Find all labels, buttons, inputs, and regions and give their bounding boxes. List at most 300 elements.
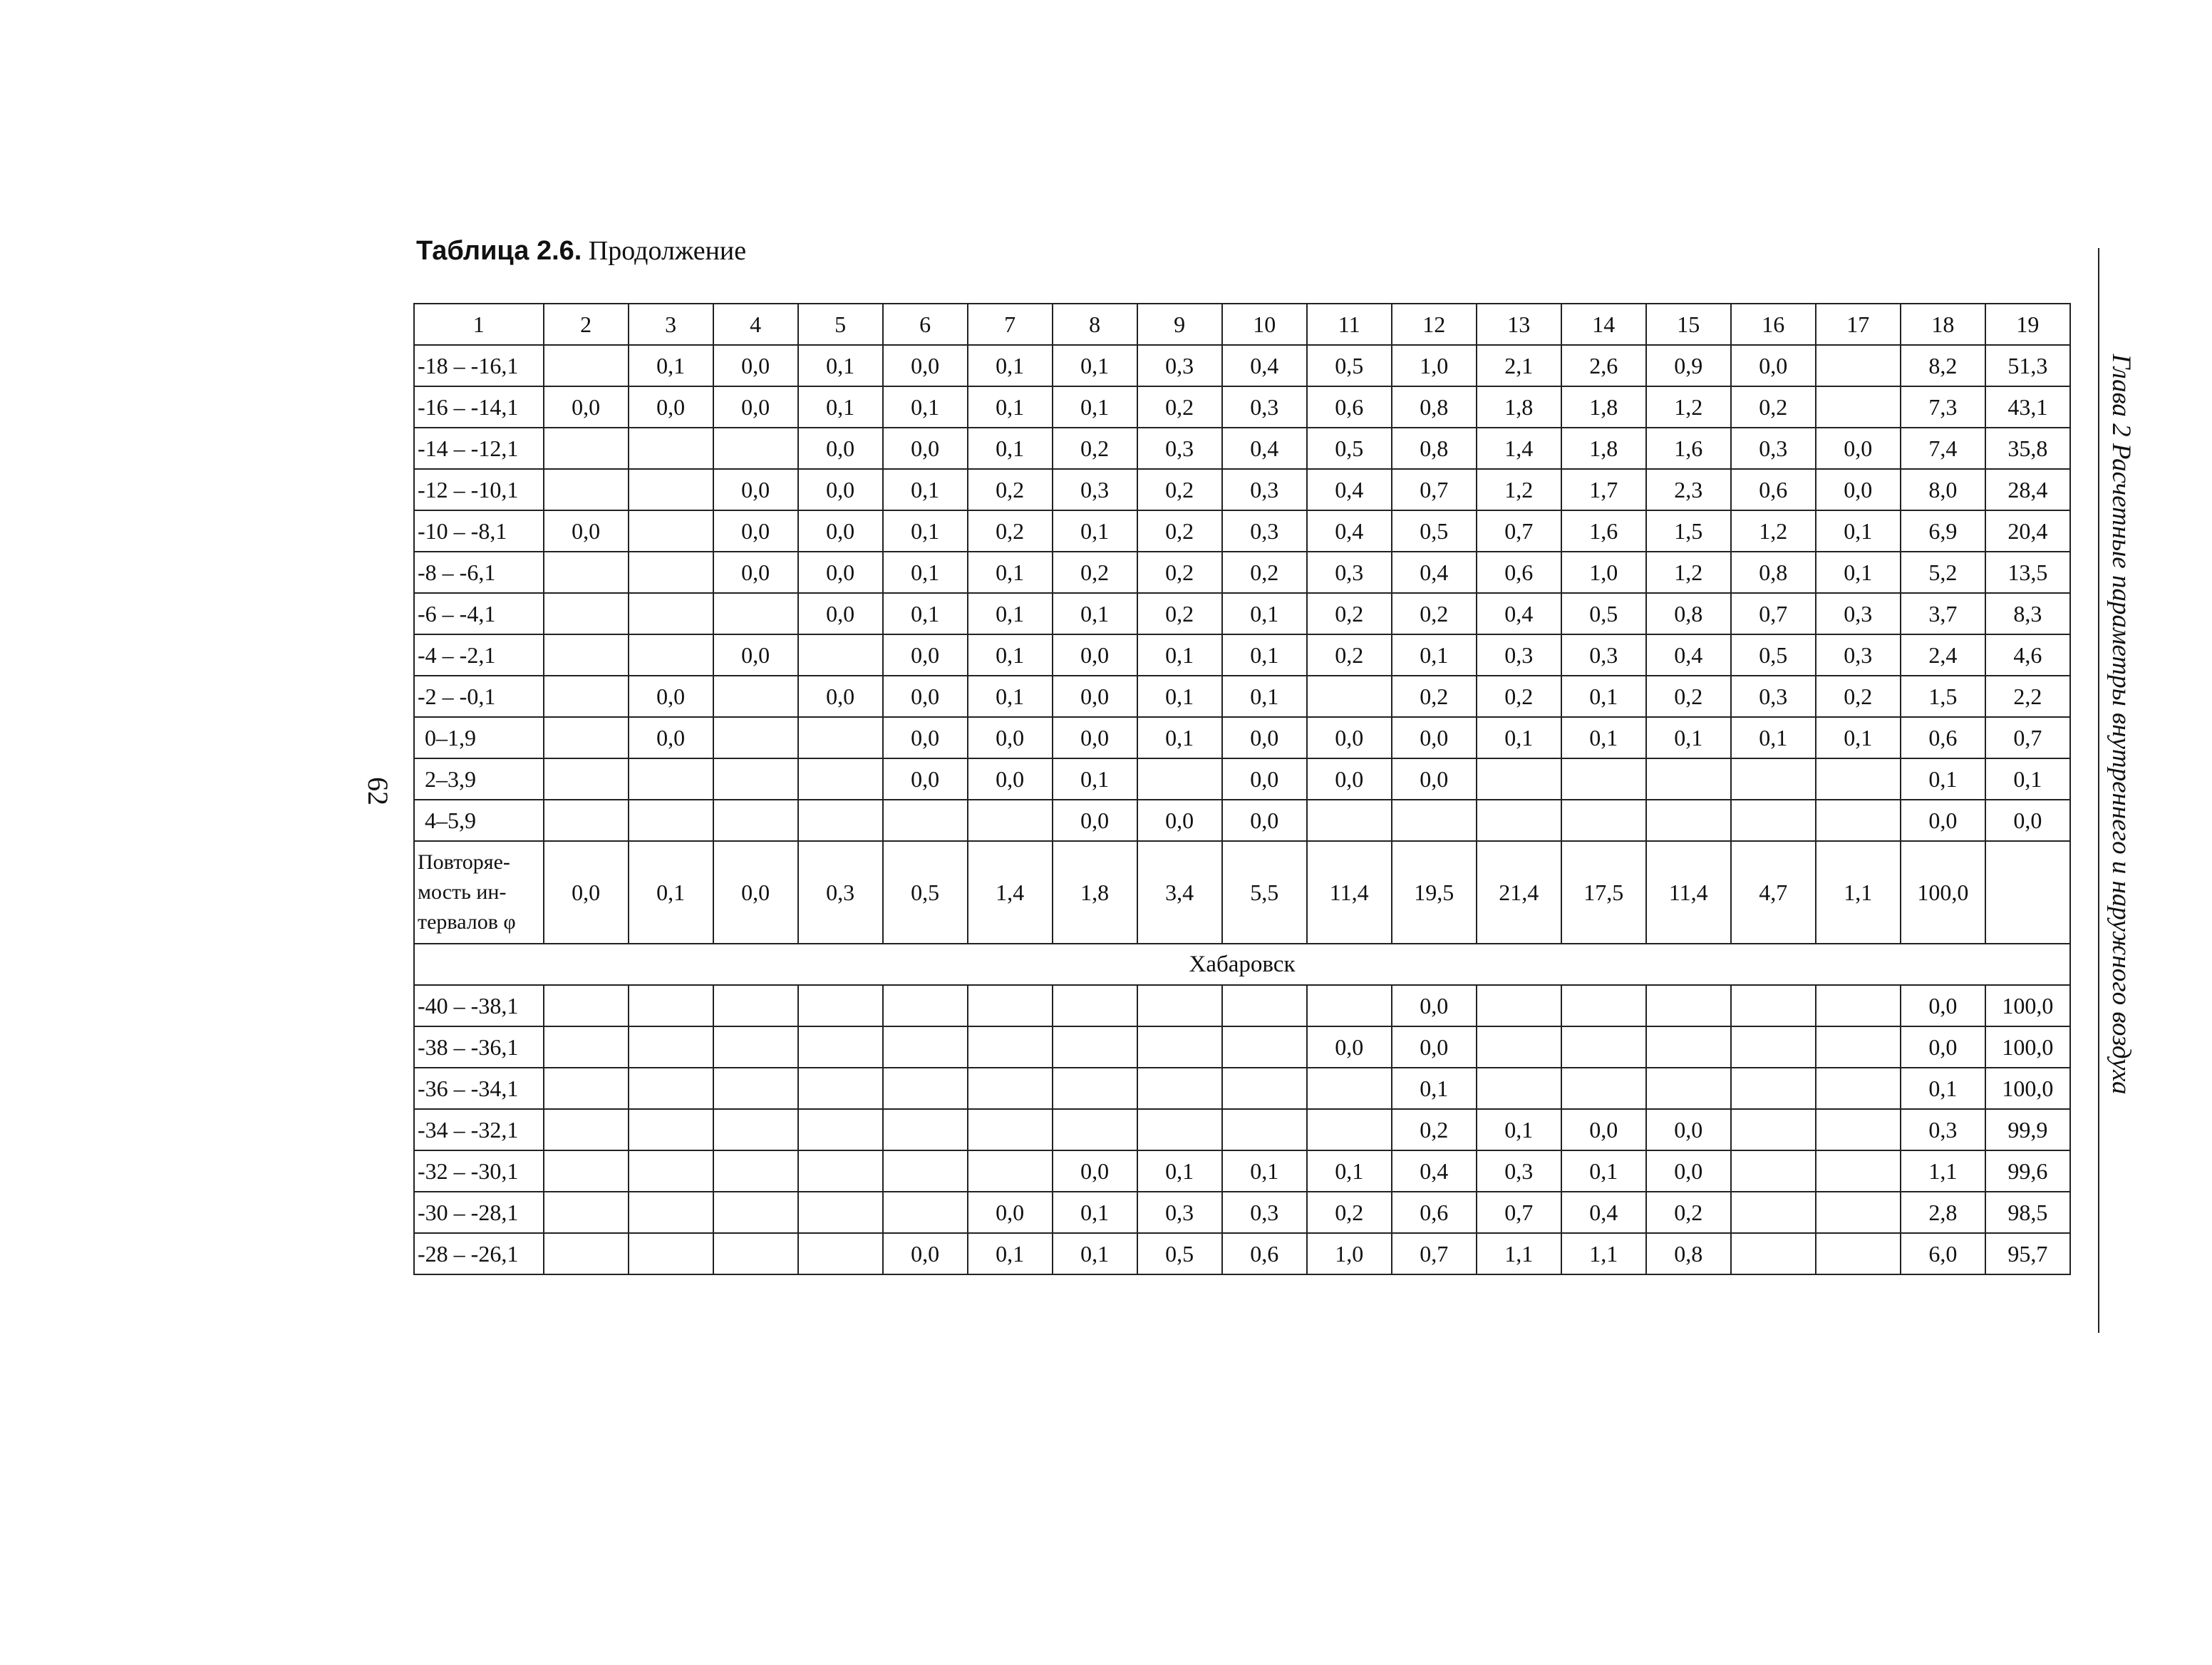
value-cell bbox=[1731, 1233, 1816, 1274]
value-cell: 0,0 bbox=[1816, 428, 1901, 469]
value-cell: 0,2 bbox=[1646, 676, 1731, 717]
value-cell bbox=[1561, 800, 1646, 841]
value-cell: 2,6 bbox=[1561, 345, 1646, 386]
value-cell bbox=[798, 1026, 883, 1068]
value-cell bbox=[883, 1026, 968, 1068]
value-cell: 0,0 bbox=[968, 758, 1053, 800]
value-cell: 0,1 bbox=[968, 593, 1053, 634]
value-cell: 0,3 bbox=[1561, 634, 1646, 676]
value-cell: 100,0 bbox=[1985, 1068, 2070, 1109]
value-cell: 0,2 bbox=[1137, 386, 1222, 428]
value-cell: 0,5 bbox=[1392, 510, 1477, 552]
value-cell bbox=[1816, 1150, 1901, 1192]
value-cell bbox=[798, 1192, 883, 1233]
table-row bbox=[414, 758, 2070, 800]
value-cell bbox=[629, 1068, 713, 1109]
value-cell bbox=[1053, 1068, 1137, 1109]
value-cell: 0,3 bbox=[1137, 1192, 1222, 1233]
value-cell: 0,0 bbox=[713, 634, 798, 676]
value-cell: 0,0 bbox=[883, 1233, 968, 1274]
value-cell bbox=[883, 985, 968, 1026]
value-cell: 8,0 bbox=[1901, 469, 1985, 510]
value-cell: 0,1 bbox=[1816, 552, 1901, 593]
column-header: 10 bbox=[1222, 304, 1307, 345]
value-cell: 0,1 bbox=[968, 428, 1053, 469]
value-cell: 0,1 bbox=[1985, 758, 2070, 800]
column-header: 9 bbox=[1137, 304, 1222, 345]
value-cell: 1,8 bbox=[1561, 386, 1646, 428]
value-cell: 6,0 bbox=[1901, 1233, 1985, 1274]
value-cell: 0,1 bbox=[1222, 1150, 1307, 1192]
value-cell bbox=[1222, 1026, 1307, 1068]
value-cell bbox=[544, 428, 629, 469]
column-header: 18 bbox=[1901, 304, 1985, 345]
value-cell bbox=[544, 469, 629, 510]
value-cell bbox=[1731, 758, 1816, 800]
value-cell bbox=[544, 1109, 629, 1150]
value-cell: 0,2 bbox=[1731, 386, 1816, 428]
value-cell bbox=[1816, 1068, 1901, 1109]
value-cell bbox=[1137, 985, 1222, 1026]
value-cell: 0,0 bbox=[1053, 800, 1137, 841]
value-cell: 5,2 bbox=[1901, 552, 1985, 593]
column-header: 13 bbox=[1477, 304, 1561, 345]
value-cell: 2,8 bbox=[1901, 1192, 1985, 1233]
value-cell: 0,1 bbox=[798, 345, 883, 386]
value-cell: 0,0 bbox=[1222, 717, 1307, 758]
value-cell bbox=[1816, 1192, 1901, 1233]
value-cell: 20,4 bbox=[1985, 510, 2070, 552]
value-cell: 0,0 bbox=[968, 717, 1053, 758]
frequency-cell: 1,4 bbox=[968, 841, 1053, 944]
frequency-cell: 0,5 bbox=[883, 841, 968, 944]
frequency-cell: 11,4 bbox=[1307, 841, 1392, 944]
value-cell: 0,4 bbox=[1646, 634, 1731, 676]
value-cell bbox=[713, 428, 798, 469]
value-cell bbox=[544, 800, 629, 841]
value-cell: 0,0 bbox=[1901, 800, 1985, 841]
value-cell bbox=[544, 634, 629, 676]
value-cell: 0,2 bbox=[1137, 593, 1222, 634]
value-cell: 0,3 bbox=[1137, 428, 1222, 469]
data-table bbox=[413, 303, 2071, 1275]
frequency-cell: 1,1 bbox=[1816, 841, 1901, 944]
value-cell bbox=[629, 469, 713, 510]
value-cell: 28,4 bbox=[1985, 469, 2070, 510]
value-cell bbox=[798, 717, 883, 758]
value-cell: 98,5 bbox=[1985, 1192, 2070, 1233]
table-body bbox=[414, 304, 2070, 1274]
value-cell: 0,1 bbox=[1561, 717, 1646, 758]
value-cell: 95,7 bbox=[1985, 1233, 2070, 1274]
value-cell: 0,6 bbox=[1307, 386, 1392, 428]
value-cell bbox=[544, 593, 629, 634]
value-cell: 0,3 bbox=[1731, 428, 1816, 469]
value-cell: 0,1 bbox=[1901, 758, 1985, 800]
value-cell: 0,1 bbox=[968, 676, 1053, 717]
value-cell: 0,0 bbox=[713, 552, 798, 593]
value-cell bbox=[1053, 1109, 1137, 1150]
value-cell bbox=[798, 1150, 883, 1192]
value-cell bbox=[1561, 1026, 1646, 1068]
value-cell: 0,2 bbox=[1646, 1192, 1731, 1233]
value-cell bbox=[1646, 1026, 1731, 1068]
value-cell bbox=[1646, 800, 1731, 841]
value-cell: 100,0 bbox=[1985, 985, 2070, 1026]
table-row bbox=[414, 985, 2070, 1026]
value-cell: 0,0 bbox=[629, 676, 713, 717]
value-cell: 0,2 bbox=[1477, 676, 1561, 717]
interval-cell: 4–5,9 bbox=[414, 800, 544, 841]
value-cell bbox=[1137, 1068, 1222, 1109]
value-cell: 1,1 bbox=[1901, 1150, 1985, 1192]
value-cell: 0,7 bbox=[1477, 1192, 1561, 1233]
value-cell: 1,5 bbox=[1646, 510, 1731, 552]
value-cell bbox=[883, 1068, 968, 1109]
table-row bbox=[414, 1150, 2070, 1192]
column-header: 7 bbox=[968, 304, 1053, 345]
city-name: Хабаровск bbox=[414, 944, 2070, 985]
value-cell bbox=[713, 717, 798, 758]
value-cell bbox=[629, 1026, 713, 1068]
value-cell bbox=[1731, 1192, 1816, 1233]
column-header: 11 bbox=[1307, 304, 1392, 345]
value-cell: 0,8 bbox=[1646, 1233, 1731, 1274]
value-cell: 7,4 bbox=[1901, 428, 1985, 469]
value-cell bbox=[544, 676, 629, 717]
value-cell: 0,0 bbox=[1985, 800, 2070, 841]
value-cell bbox=[713, 593, 798, 634]
table-header-row bbox=[414, 304, 2070, 345]
value-cell bbox=[629, 552, 713, 593]
table-row bbox=[414, 676, 2070, 717]
value-cell bbox=[629, 593, 713, 634]
value-cell: 0,1 bbox=[1477, 1109, 1561, 1150]
table-row bbox=[414, 717, 2070, 758]
value-cell bbox=[544, 758, 629, 800]
table-row bbox=[414, 469, 2070, 510]
value-cell bbox=[1307, 985, 1392, 1026]
value-cell: 0,0 bbox=[1646, 1150, 1731, 1192]
value-cell: 0,0 bbox=[798, 428, 883, 469]
value-cell: 0,1 bbox=[1053, 593, 1137, 634]
table-caption-number: Таблица 2.6. bbox=[416, 236, 582, 266]
value-cell: 0,0 bbox=[713, 510, 798, 552]
frequency-cell: 3,4 bbox=[1137, 841, 1222, 944]
column-header: 12 bbox=[1392, 304, 1477, 345]
value-cell: 0,7 bbox=[1985, 717, 2070, 758]
table-row bbox=[414, 345, 2070, 386]
value-cell: 0,1 bbox=[1816, 717, 1901, 758]
value-cell bbox=[1816, 345, 1901, 386]
value-cell: 0,1 bbox=[1053, 386, 1137, 428]
value-cell: 0,0 bbox=[1731, 345, 1816, 386]
value-cell: 0,2 bbox=[1816, 676, 1901, 717]
value-cell: 0,0 bbox=[1307, 717, 1392, 758]
value-cell bbox=[544, 1233, 629, 1274]
table-caption-text: Продолжение bbox=[582, 236, 747, 266]
value-cell: 0,3 bbox=[1222, 510, 1307, 552]
value-cell: 0,0 bbox=[1901, 1026, 1985, 1068]
value-cell: 0,1 bbox=[1222, 634, 1307, 676]
table-row bbox=[414, 386, 2070, 428]
frequency-cell: 4,7 bbox=[1731, 841, 1816, 944]
value-cell: 0,5 bbox=[1137, 1233, 1222, 1274]
value-cell: 0,0 bbox=[1392, 758, 1477, 800]
value-cell: 0,3 bbox=[1137, 345, 1222, 386]
value-cell bbox=[968, 1109, 1053, 1150]
value-cell bbox=[1477, 800, 1561, 841]
value-cell: 7,3 bbox=[1901, 386, 1985, 428]
value-cell: 0,8 bbox=[1392, 386, 1477, 428]
value-cell: 0,2 bbox=[1392, 593, 1477, 634]
table-row bbox=[414, 1026, 2070, 1068]
value-cell: 0,0 bbox=[713, 469, 798, 510]
value-cell: 1,4 bbox=[1477, 428, 1561, 469]
value-cell bbox=[544, 1192, 629, 1233]
value-cell: 0,0 bbox=[1053, 717, 1137, 758]
value-cell bbox=[629, 985, 713, 1026]
value-cell: 0,0 bbox=[798, 593, 883, 634]
value-cell: 2,1 bbox=[1477, 345, 1561, 386]
value-cell: 0,0 bbox=[1053, 634, 1137, 676]
value-cell: 0,2 bbox=[1137, 552, 1222, 593]
value-cell: 0,9 bbox=[1646, 345, 1731, 386]
value-cell: 0,1 bbox=[1053, 510, 1137, 552]
value-cell: 0,4 bbox=[1392, 1150, 1477, 1192]
table-row bbox=[414, 428, 2070, 469]
value-cell bbox=[798, 634, 883, 676]
value-cell: 0,1 bbox=[968, 345, 1053, 386]
value-cell bbox=[1307, 676, 1392, 717]
table-row bbox=[414, 1068, 2070, 1109]
value-cell bbox=[968, 1026, 1053, 1068]
value-cell: 0,1 bbox=[1646, 717, 1731, 758]
value-cell: 0,2 bbox=[1137, 469, 1222, 510]
value-cell: 0,0 bbox=[883, 428, 968, 469]
value-cell bbox=[883, 800, 968, 841]
value-cell: 1,7 bbox=[1561, 469, 1646, 510]
table-row bbox=[414, 800, 2070, 841]
value-cell bbox=[1307, 800, 1392, 841]
value-cell: 0,5 bbox=[1307, 345, 1392, 386]
value-cell bbox=[629, 1150, 713, 1192]
value-cell: 0,0 bbox=[1307, 1026, 1392, 1068]
value-cell: 0,1 bbox=[968, 386, 1053, 428]
value-cell bbox=[1646, 985, 1731, 1026]
interval-cell: -2 – -0,1 bbox=[414, 676, 544, 717]
value-cell bbox=[1816, 386, 1901, 428]
value-cell bbox=[1816, 1109, 1901, 1150]
value-cell: 0,1 bbox=[629, 345, 713, 386]
running-head: Глава 2 Расчетные параметры внутреннего и наружного воздуха bbox=[2107, 354, 2136, 1095]
value-cell: 0,3 bbox=[1222, 386, 1307, 428]
interval-cell: -12 – -10,1 bbox=[414, 469, 544, 510]
value-cell: 0,0 bbox=[883, 345, 968, 386]
value-cell: 0,0 bbox=[1053, 1150, 1137, 1192]
value-cell bbox=[1731, 1109, 1816, 1150]
value-cell: 0,0 bbox=[1222, 758, 1307, 800]
value-cell: 1,6 bbox=[1561, 510, 1646, 552]
value-cell: 1,2 bbox=[1477, 469, 1561, 510]
value-cell: 0,0 bbox=[629, 717, 713, 758]
column-header: 1 bbox=[414, 304, 544, 345]
interval-cell: -8 – -6,1 bbox=[414, 552, 544, 593]
value-cell: 0,0 bbox=[1392, 1026, 1477, 1068]
value-cell: 0,6 bbox=[1392, 1192, 1477, 1233]
value-cell: 0,1 bbox=[883, 386, 968, 428]
interval-cell: -36 – -34,1 bbox=[414, 1068, 544, 1109]
value-cell: 51,3 bbox=[1985, 345, 2070, 386]
running-head-rule bbox=[2098, 248, 2099, 1333]
value-cell: 0,1 bbox=[1137, 717, 1222, 758]
value-cell bbox=[1731, 1068, 1816, 1109]
interval-cell: 0–1,9 bbox=[414, 717, 544, 758]
table-row bbox=[414, 552, 2070, 593]
value-cell: 0,1 bbox=[968, 634, 1053, 676]
value-cell: 0,6 bbox=[1222, 1233, 1307, 1274]
value-cell: 0,1 bbox=[1816, 510, 1901, 552]
frequency-cell: 5,5 bbox=[1222, 841, 1307, 944]
value-cell: 1,0 bbox=[1392, 345, 1477, 386]
value-cell bbox=[1137, 1109, 1222, 1150]
value-cell bbox=[544, 717, 629, 758]
value-cell: 0,1 bbox=[1901, 1068, 1985, 1109]
frequency-label: Повторяе-мость ин-тервалов φ bbox=[414, 841, 544, 944]
table-row bbox=[414, 634, 2070, 676]
value-cell bbox=[1561, 758, 1646, 800]
value-cell bbox=[1222, 985, 1307, 1026]
value-cell bbox=[1731, 800, 1816, 841]
value-cell bbox=[798, 800, 883, 841]
value-cell: 0,7 bbox=[1392, 469, 1477, 510]
value-cell bbox=[1731, 985, 1816, 1026]
value-cell: 8,2 bbox=[1901, 345, 1985, 386]
value-cell: 35,8 bbox=[1985, 428, 2070, 469]
interval-cell: -28 – -26,1 bbox=[414, 1233, 544, 1274]
value-cell: 0,3 bbox=[1477, 634, 1561, 676]
value-cell: 0,1 bbox=[1053, 1192, 1137, 1233]
frequency-cell: 1,8 bbox=[1053, 841, 1137, 944]
value-cell: 0,0 bbox=[629, 386, 713, 428]
value-cell bbox=[713, 1233, 798, 1274]
column-header: 6 bbox=[883, 304, 968, 345]
value-cell bbox=[1731, 1026, 1816, 1068]
value-cell: 1,0 bbox=[1561, 552, 1646, 593]
value-cell bbox=[1646, 1068, 1731, 1109]
city-row bbox=[414, 944, 2070, 985]
value-cell: 0,7 bbox=[1477, 510, 1561, 552]
value-cell: 0,3 bbox=[1222, 469, 1307, 510]
table-row bbox=[414, 1109, 2070, 1150]
value-cell bbox=[1053, 1026, 1137, 1068]
value-cell: 0,4 bbox=[1222, 428, 1307, 469]
value-cell: 0,2 bbox=[1222, 552, 1307, 593]
value-cell: 0,4 bbox=[1222, 345, 1307, 386]
interval-cell: -32 – -30,1 bbox=[414, 1150, 544, 1192]
frequency-cell: 0,0 bbox=[544, 841, 629, 944]
value-cell: 0,6 bbox=[1477, 552, 1561, 593]
frequency-cell: 17,5 bbox=[1561, 841, 1646, 944]
value-cell: 0,0 bbox=[1646, 1109, 1731, 1150]
value-cell bbox=[1816, 985, 1901, 1026]
interval-cell: -18 – -16,1 bbox=[414, 345, 544, 386]
value-cell: 0,4 bbox=[1477, 593, 1561, 634]
value-cell: 1,2 bbox=[1731, 510, 1816, 552]
value-cell: 0,4 bbox=[1307, 469, 1392, 510]
column-header: 16 bbox=[1731, 304, 1816, 345]
interval-cell: -30 – -28,1 bbox=[414, 1192, 544, 1233]
value-cell: 0,0 bbox=[798, 552, 883, 593]
value-cell bbox=[968, 1150, 1053, 1192]
value-cell: 0,0 bbox=[544, 510, 629, 552]
value-cell bbox=[798, 985, 883, 1026]
value-cell: 0,2 bbox=[1307, 593, 1392, 634]
value-cell bbox=[883, 1192, 968, 1233]
value-cell: 0,1 bbox=[1137, 634, 1222, 676]
frequency-cell: 11,4 bbox=[1646, 841, 1731, 944]
value-cell bbox=[968, 985, 1053, 1026]
value-cell: 0,1 bbox=[883, 593, 968, 634]
value-cell: 0,8 bbox=[1392, 428, 1477, 469]
value-cell bbox=[713, 676, 798, 717]
value-cell: 0,0 bbox=[798, 676, 883, 717]
value-cell bbox=[1561, 985, 1646, 1026]
value-cell bbox=[713, 1150, 798, 1192]
value-cell: 0,1 bbox=[1392, 1068, 1477, 1109]
value-cell bbox=[713, 800, 798, 841]
value-cell bbox=[544, 1150, 629, 1192]
value-cell: 0,1 bbox=[798, 386, 883, 428]
value-cell bbox=[629, 758, 713, 800]
value-cell: 0,0 bbox=[1053, 676, 1137, 717]
value-cell: 0,0 bbox=[968, 1192, 1053, 1233]
column-header: 4 bbox=[713, 304, 798, 345]
value-cell: 43,1 bbox=[1985, 386, 2070, 428]
value-cell: 0,4 bbox=[1561, 1192, 1646, 1233]
value-cell: 0,2 bbox=[1392, 1109, 1477, 1150]
value-cell: 0,0 bbox=[883, 717, 968, 758]
frequency-cell: 21,4 bbox=[1477, 841, 1561, 944]
value-cell: 1,0 bbox=[1307, 1233, 1392, 1274]
column-header: 19 bbox=[1985, 304, 2070, 345]
frequency-row bbox=[414, 841, 2070, 944]
value-cell: 0,2 bbox=[1307, 634, 1392, 676]
value-cell bbox=[1816, 800, 1901, 841]
value-cell bbox=[629, 634, 713, 676]
value-cell: 0,1 bbox=[1561, 676, 1646, 717]
interval-cell: -6 – -4,1 bbox=[414, 593, 544, 634]
value-cell bbox=[544, 1068, 629, 1109]
value-cell: 0,1 bbox=[1137, 676, 1222, 717]
value-cell: 0,6 bbox=[1731, 469, 1816, 510]
value-cell bbox=[629, 1109, 713, 1150]
value-cell bbox=[544, 1026, 629, 1068]
value-cell: 1,2 bbox=[1646, 386, 1731, 428]
value-cell: 0,0 bbox=[1307, 758, 1392, 800]
value-cell bbox=[713, 985, 798, 1026]
value-cell bbox=[629, 1233, 713, 1274]
frequency-cell: 0,0 bbox=[713, 841, 798, 944]
value-cell bbox=[1816, 1026, 1901, 1068]
column-header: 2 bbox=[544, 304, 629, 345]
value-cell: 0,3 bbox=[1816, 634, 1901, 676]
value-cell: 1,2 bbox=[1646, 552, 1731, 593]
value-cell: 0,0 bbox=[544, 386, 629, 428]
value-cell bbox=[798, 1109, 883, 1150]
value-cell: 2,3 bbox=[1646, 469, 1731, 510]
value-cell: 0,1 bbox=[1222, 676, 1307, 717]
